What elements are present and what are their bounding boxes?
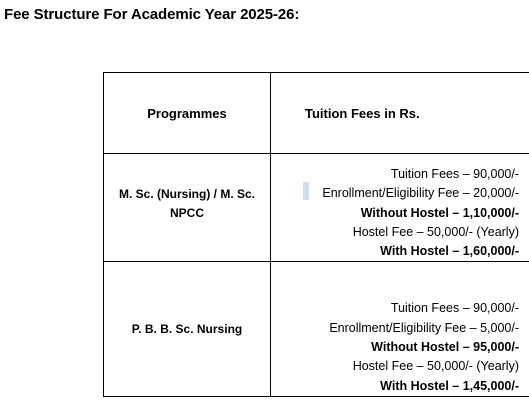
- fees-cell: [271, 154, 529, 262]
- fee-line: Enrollment/Eligibility Fee – 20,000/-: [322, 186, 519, 201]
- document-title: Fee Structure For Academic Year 2025-26:: [4, 6, 300, 23]
- fee-structure-table: [103, 72, 529, 397]
- fee-line: Enrollment/Eligibility Fee – 5,000/-: [329, 320, 519, 335]
- fee-total-line: With Hostel – 1,60,000/-: [380, 244, 519, 259]
- programme-cell: [104, 154, 271, 262]
- programme-name: M. Sc. (Nursing) / M. Sc. NPCC: [118, 186, 255, 220]
- fee-total-line: With Hostel – 1,45,000/-: [380, 378, 519, 393]
- table-row: [104, 262, 529, 396]
- programme-cell: [104, 262, 271, 396]
- fee-total-line: Without Hostel – 1,10,000/-: [360, 205, 519, 220]
- fee-line: Hostel Fee – 50,000/- (Yearly): [352, 359, 519, 374]
- tuition-fees-header: Tuition Fees in Rs.: [271, 73, 529, 154]
- fees-cell: [271, 262, 529, 396]
- fee-line: Hostel Fee – 50,000/- (Yearly): [352, 224, 519, 239]
- fee-line: Tuition Fees – 90,000/-: [390, 167, 519, 181]
- table-header-row: [104, 73, 529, 154]
- fee-line: Tuition Fees – 90,000/-: [390, 301, 519, 316]
- programmes-header: Programmes: [104, 73, 271, 154]
- table-row: [104, 154, 529, 262]
- programme-name: P. B. B. Sc. Nursing: [131, 321, 243, 336]
- fee-total-line: Without Hostel – 95,000/-: [371, 340, 519, 355]
